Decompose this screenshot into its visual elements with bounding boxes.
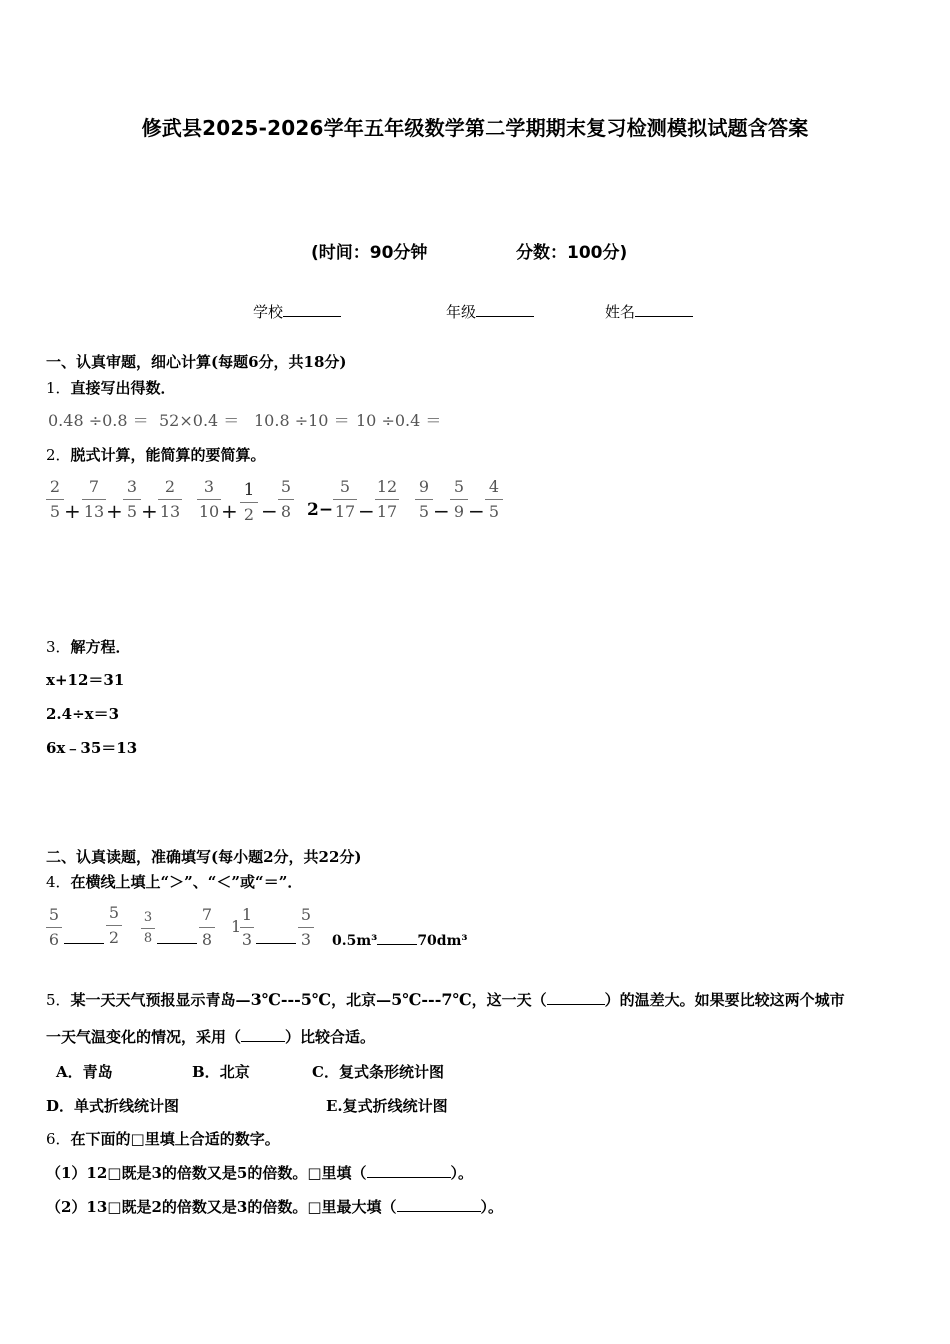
option-c[interactable]: C．复式条形统计图 [312,1063,444,1081]
calc-item: 10 ÷0.4 ＝ [356,411,442,430]
question-6-sub1: （1）12□既是3的倍数又是5的倍数。□里填（ ）。 [46,1164,474,1182]
volume-compare [332,930,468,949]
school-field[interactable] [253,301,341,322]
question-number: 4． [46,873,71,891]
question-text: 直接写出得数． [70,379,176,397]
question-1 [46,377,176,398]
question-5-line2: 一天气温变化的情况，采用（ ）比较合适。 [46,1028,376,1046]
answer-blank[interactable] [157,929,197,944]
calc-item: 10.8 ÷10 ＝ [254,411,350,430]
option-a[interactable]: A．青岛 [56,1063,113,1081]
page-title: 修武县2025-2026学年五年级数学第二学期期末复习检测模拟试题含答案 [141,116,809,140]
fraction: 5 6 [46,905,62,950]
question-text: 解方程． [70,638,131,656]
question-number: 3． [46,638,71,656]
operator: + [106,499,123,523]
section1-heading: 一、认真审题，细心计算(每题6分，共18分) [46,353,347,371]
answer-blank[interactable] [241,1027,285,1042]
fraction: 9 5 [415,477,433,522]
fraction: 2 [240,480,258,525]
question-text: 脱式计算，能简算的要简算。 [70,446,266,464]
answer-blank[interactable] [397,1197,481,1212]
question-4 [46,871,302,892]
fraction: 1 3 [241,905,253,949]
fraction: 3 8 [141,910,155,947]
option-d[interactable]: D．单式折线统计图 [46,1097,180,1115]
answer-blank[interactable] [547,990,605,1005]
question-number: 5． [46,991,71,1009]
equation: 2.4÷x＝3 [46,705,120,723]
grade-label: 年级 [446,303,477,321]
option-b[interactable]: B．北京 [192,1063,250,1081]
equation: x+12＝31 [46,671,125,689]
operator: − [358,499,375,523]
question-text: 在下面的□里填上合适的数字。 [70,1130,280,1148]
operator: + [141,499,158,523]
fraction: 5 3 [298,905,314,950]
name-field[interactable] [605,301,693,322]
question-6-sub2: （2）13□既是2的倍数又是3的倍数。□里最大填（ ）。 [46,1198,504,1216]
answer-blank[interactable] [367,1163,451,1178]
volume-right: 70dm³ [417,933,468,949]
fraction: 4 5 [485,477,503,522]
fraction: 5 17 [334,477,356,521]
fraction: 5 8 [278,477,294,522]
fraction: 3 10 [198,477,220,521]
fraction: 7 8 [199,905,215,950]
answer-blank[interactable] [377,930,417,945]
school-label: 学校 [253,303,284,321]
question-number: 6． [46,1130,71,1148]
operator: − [261,499,278,523]
calc-item: 52×0.4 ＝ [159,411,240,430]
question-number: 2． [46,446,71,464]
question-text: 在横线上填上“＞”、“＜”或“＝”． [70,873,303,891]
mixed-fraction: 1 [243,480,255,500]
name-label: 姓名 [605,303,636,321]
fraction: 5 2 [106,903,122,948]
fraction: 3 5 [123,477,141,522]
question-3 [46,636,131,657]
mixed-whole: 1 [231,917,242,936]
calc-item: 0.48 ÷0.8 ＝ [48,411,149,430]
fraction: 12 17 [376,477,398,521]
volume-left: 0.5m³ [332,933,378,949]
operator: + [221,499,238,523]
grade-field[interactable] [446,301,534,322]
operator: + [64,499,81,523]
fraction: 7 13 [83,477,105,521]
question-number: 1． [46,379,71,397]
question-6 [46,1128,280,1149]
answer-blank[interactable] [64,929,104,944]
option-e[interactable]: E.复式折线统计图 [326,1097,448,1115]
fraction: 2 13 [159,477,181,521]
fraction: 5 9 [450,477,468,522]
operator: − [433,499,450,523]
section2-heading: 二、认真读题，准确填写(每小题2分，共22分) [46,848,362,866]
operator: − [468,499,485,523]
fraction: 2 5 [46,477,64,522]
question-5: 5．某一天天气预报显示青岛—3℃---5℃，北京—5℃---7℃，这一天（ ）的温差大。如果要比较这两个城市 [46,990,845,1009]
equation: 6x﹣35＝13 [46,739,138,757]
answer-blank[interactable] [256,929,296,944]
exam-score: 分数：100分) [516,243,628,263]
question-2 [46,444,266,465]
exam-time: (时间：90分钟 [311,243,428,263]
expr-lead: 2− [307,500,334,520]
